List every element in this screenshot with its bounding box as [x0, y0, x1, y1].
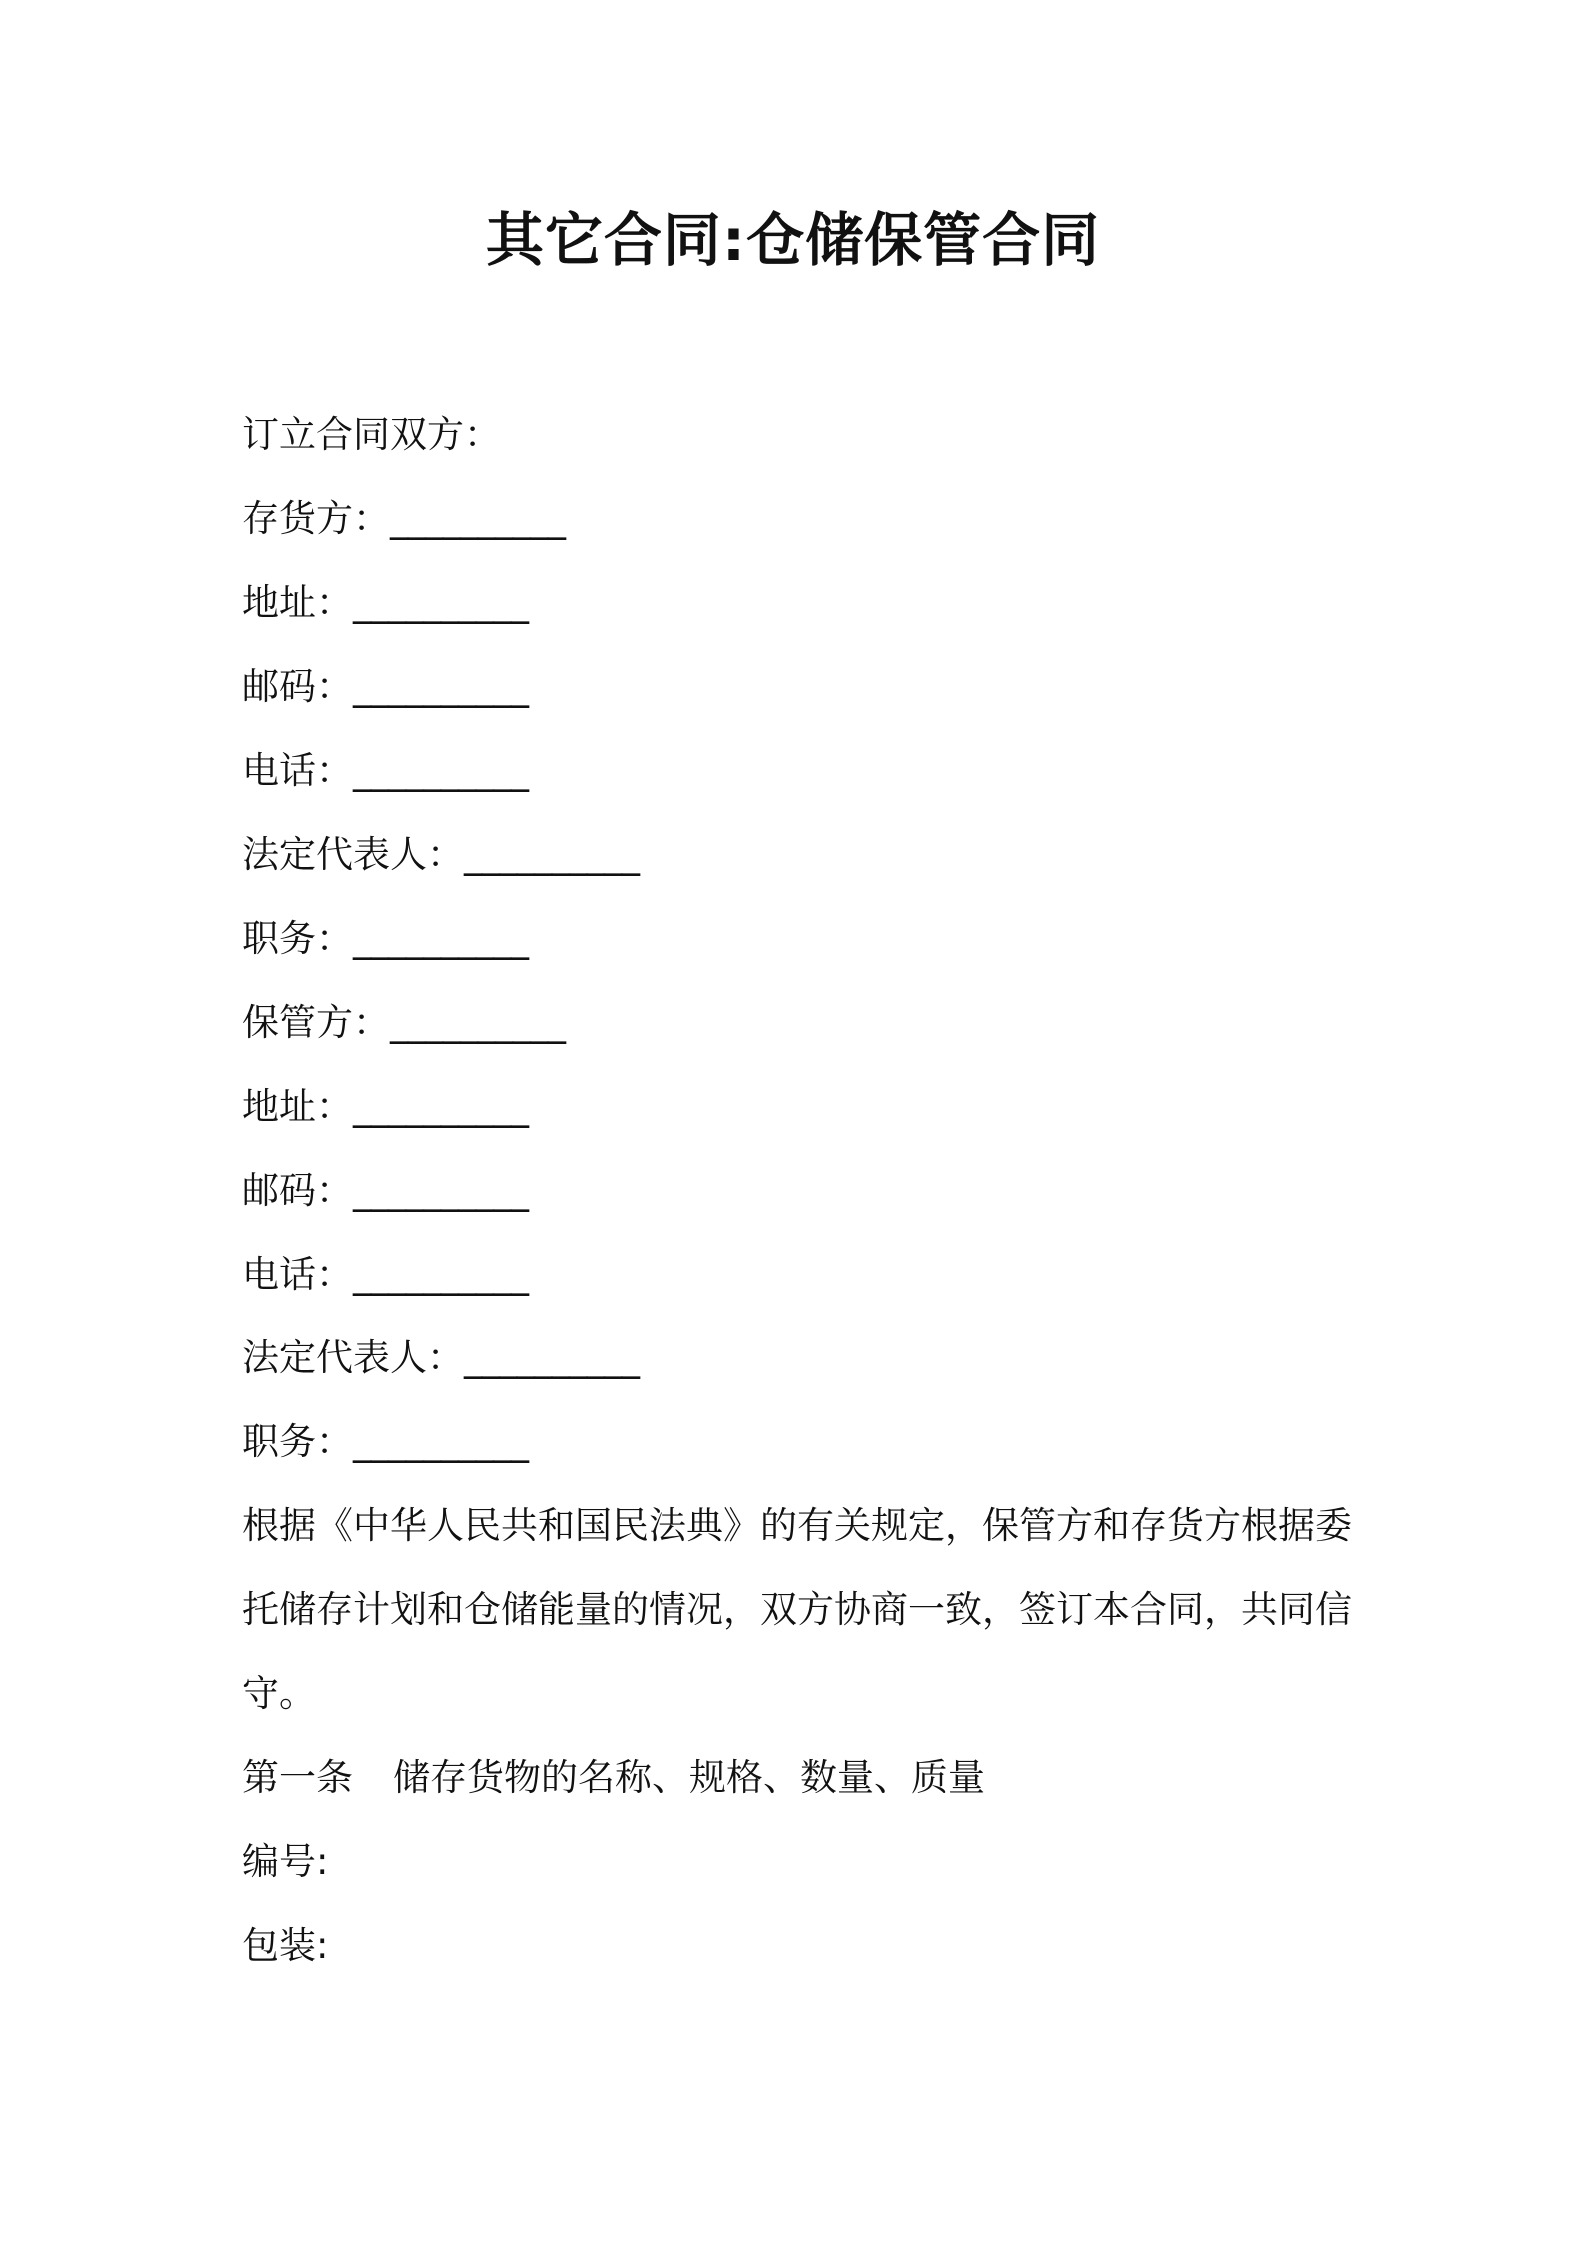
custodian-address-field	[242, 1082, 528, 1132]
custodian-phone-field	[242, 1250, 528, 1300]
depositor-postcode-blank: __________	[353, 665, 528, 708]
depositor-phone-label: 电话：	[242, 749, 353, 792]
depositor-phone-blank: __________	[353, 749, 528, 792]
custodian-position-blank: __________	[353, 1420, 528, 1463]
custodian-postcode-blank: __________	[353, 1169, 528, 1212]
packaging-field: 包装:	[242, 1924, 329, 1967]
depositor-phone-field	[242, 746, 528, 796]
depositor-postcode-field	[242, 662, 528, 712]
article-1-heading	[242, 1753, 985, 1803]
custodian-address-label: 地址：	[242, 1085, 353, 1128]
depositor-postcode-label: 邮码：	[242, 665, 353, 708]
depositor-legal-rep-label: 法定代表人：	[242, 833, 464, 876]
preamble-line-2: 托储存计划和仓储能量的情况，双方协商一致，签订本合同，共同信	[242, 1588, 1352, 1631]
preamble-paragraph	[242, 1484, 1362, 1736]
custodian-legal-rep-field	[242, 1333, 639, 1383]
preamble-line-3: 守。	[242, 1672, 316, 1715]
preamble-line-1: 根据《中华人民共和国民法典》的有关规定，保管方和存货方根据委	[242, 1504, 1352, 1547]
custodian-position-label: 职务：	[242, 1420, 353, 1463]
depositor-name-blank: __________	[390, 497, 565, 540]
custodian-legal-rep-label: 法定代表人：	[242, 1336, 464, 1379]
depositor-name-label: 存货方：	[242, 497, 390, 540]
custodian-postcode-label: 邮码：	[242, 1169, 353, 1212]
custodian-address-blank: __________	[353, 1085, 528, 1128]
depositor-legal-rep-blank: __________	[464, 833, 639, 876]
depositor-name-field	[242, 494, 565, 544]
depositor-position-blank: __________	[353, 917, 528, 960]
depositor-address-field	[242, 578, 528, 628]
depositor-address-label: 地址：	[242, 581, 353, 624]
custodian-legal-rep-blank: __________	[464, 1336, 639, 1379]
parties-heading: 订立合同双方：	[242, 413, 501, 456]
article-1-title: 储存货物的名称、规格、数量、质量	[393, 1756, 985, 1799]
depositor-legal-rep-field	[242, 830, 639, 880]
custodian-name-field	[242, 998, 565, 1048]
depositor-position-field	[242, 914, 528, 964]
custodian-phone-blank: __________	[353, 1253, 528, 1296]
serial-number-field: 编号:	[242, 1840, 329, 1883]
custodian-name-blank: __________	[390, 1001, 565, 1044]
custodian-position-field	[242, 1417, 528, 1467]
custodian-postcode-field	[242, 1166, 528, 1216]
document-title: 其它合同:仓储保管合同	[485, 206, 1101, 274]
custodian-name-label: 保管方：	[242, 1001, 390, 1044]
depositor-position-label: 职务：	[242, 917, 353, 960]
depositor-address-blank: __________	[353, 581, 528, 624]
custodian-phone-label: 电话：	[242, 1253, 353, 1296]
article-1-number: 第一条	[242, 1756, 353, 1799]
